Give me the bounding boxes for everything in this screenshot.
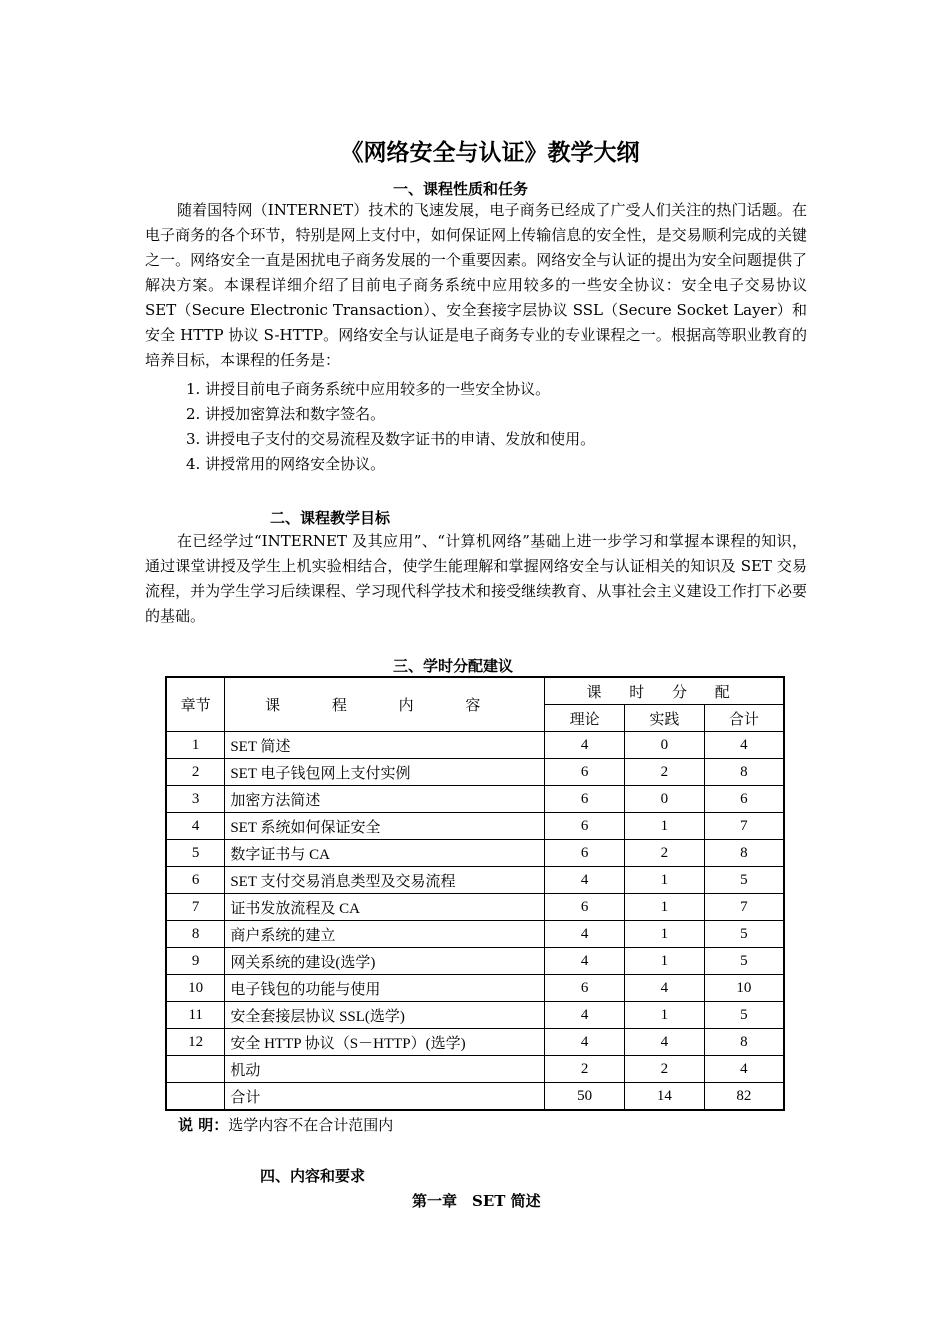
cell-total: 5 <box>704 948 784 975</box>
cell-practice: 4 <box>625 975 705 1002</box>
table-row <box>166 1056 784 1083</box>
cell-total: 7 <box>704 894 784 921</box>
cell-total: 82 <box>704 1083 784 1111</box>
cell-content: 合计 <box>225 1083 545 1111</box>
cell-theory: 6 <box>545 813 625 840</box>
cell-chapter: 1 <box>166 732 225 759</box>
cell-practice: 14 <box>625 1083 705 1111</box>
cell-chapter: 7 <box>166 894 225 921</box>
cell-chapter: 6 <box>166 867 225 894</box>
section4-heading: 四、内容和要求 <box>260 1167 366 1185</box>
cell-theory: 4 <box>545 948 625 975</box>
cell-content: 电子钱包的功能与使用 <box>225 975 545 1002</box>
section2-paragraph: 在已经学过“INTERNET 及其应用”、“计算机网络”基础上进一步学习和掌握本课程的知识，通过课堂讲授及学生上机实验相结合，使学生能理解和掌握网络安全与认证相关的知识及 SET 交易流程，并为学生学习后续课程、学习现代科学技术和接受继续教育、从事社会主义建设工作打下必要的基础。 <box>145 532 807 625</box>
cell-total: 5 <box>704 1002 784 1029</box>
cell-chapter: 8 <box>166 921 225 948</box>
cell-theory: 6 <box>545 786 625 813</box>
cell-content: 安全 HTTP 协议（S－HTTP）(选学) <box>225 1029 545 1056</box>
table-header-row <box>166 677 784 705</box>
cell-total: 10 <box>704 975 784 1002</box>
cell-theory: 4 <box>545 867 625 894</box>
cell-total: 8 <box>704 840 784 867</box>
cell-chapter: 4 <box>166 813 225 840</box>
table-row <box>166 948 784 975</box>
cell-practice: 2 <box>625 759 705 786</box>
cell-content: SET 简述 <box>225 732 545 759</box>
table-row <box>166 732 784 759</box>
cell-theory: 6 <box>545 840 625 867</box>
cell-chapter: 3 <box>166 786 225 813</box>
cell-chapter: 12 <box>166 1029 225 1056</box>
cell-chapter: 9 <box>166 948 225 975</box>
header-content: 课 程 内 容 <box>225 677 545 732</box>
table-row <box>166 1002 784 1029</box>
table-row <box>166 759 784 786</box>
header-hours: 课 时 分 配 <box>545 677 784 705</box>
cell-chapter: 10 <box>166 975 225 1002</box>
section1-item-4: 4. 讲授常用的网络安全协议。 <box>186 455 386 473</box>
cell-practice: 1 <box>625 894 705 921</box>
cell-chapter: 11 <box>166 1002 225 1029</box>
cell-content: 数字证书与 CA <box>225 840 545 867</box>
cell-practice: 1 <box>625 921 705 948</box>
cell-chapter: 5 <box>166 840 225 867</box>
cell-practice: 1 <box>625 867 705 894</box>
header-chapter: 章节 <box>166 677 225 732</box>
section1-heading: 一、课程性质和任务 <box>393 180 529 198</box>
document-title: 《网络安全与认证》教学大纲 <box>340 139 640 166</box>
section1-item-3: 3. 讲授电子支付的交易流程及数字证书的申请、发放和使用。 <box>186 430 596 448</box>
cell-practice: 4 <box>625 1029 705 1056</box>
cell-practice: 2 <box>625 840 705 867</box>
hours-allocation-table <box>165 676 785 1111</box>
cell-content: 证书发放流程及 CA <box>225 894 545 921</box>
table-row <box>166 813 784 840</box>
cell-theory: 6 <box>545 894 625 921</box>
cell-theory: 4 <box>545 921 625 948</box>
cell-practice: 1 <box>625 948 705 975</box>
section1-item-2: 2. 讲授加密算法和数字签名。 <box>186 405 386 423</box>
cell-content: 机动 <box>225 1056 545 1083</box>
cell-content: 安全套接层协议 SSL(选学) <box>225 1002 545 1029</box>
cell-practice: 1 <box>625 1002 705 1029</box>
cell-theory: 4 <box>545 732 625 759</box>
chapter1-heading: 第一章 SET 简述 <box>412 1192 541 1210</box>
section1-paragraph: 随着国特网（INTERNET）技术的飞速发展，电子商务已经成了广受人们关注的热门话题。在电子商务的各个环节，特别是网上支付中，如何保证网上传输信息的安全性，是交易顺利完成的关键之一。网络安全一直是困扰电子商务发展的一个重要因素。网络安全与认证的提出为安全问题提供了解决方案。本课程详细介绍了目前电子商务系统中应用较多的一些安全协议：安全电子交易协议 SET（Secure Electronic Transaction）、安全套接字层协议 SSL（Secure Socket Layer）和安全 HTTP 协议 S-HTTP。网络安全与认证是电子商务专业的专业课程之一。根据高等职业教育的培养目标，本课程的任务是： <box>145 201 807 369</box>
cell-content: 网关系统的建设(选学) <box>225 948 545 975</box>
table-row <box>166 786 784 813</box>
cell-theory: 6 <box>545 759 625 786</box>
cell-theory: 4 <box>545 1029 625 1056</box>
cell-content: SET 支付交易消息类型及交易流程 <box>225 867 545 894</box>
table-row <box>166 921 784 948</box>
cell-total: 4 <box>704 1056 784 1083</box>
cell-chapter <box>166 1083 225 1111</box>
cell-practice: 0 <box>625 732 705 759</box>
cell-practice: 2 <box>625 1056 705 1083</box>
cell-content: 商户系统的建立 <box>225 921 545 948</box>
section1-item-1: 1. 讲授目前电子商务系统中应用较多的一些安全协议。 <box>186 380 551 398</box>
table-note <box>178 1114 393 1135</box>
header-practice: 实践 <box>625 705 705 732</box>
cell-total: 7 <box>704 813 784 840</box>
cell-theory: 2 <box>545 1056 625 1083</box>
table-row <box>166 840 784 867</box>
cell-total: 5 <box>704 867 784 894</box>
cell-chapter: 2 <box>166 759 225 786</box>
table-row <box>166 867 784 894</box>
table-row <box>166 975 784 1002</box>
table-row <box>166 1029 784 1056</box>
header-total: 合计 <box>704 705 784 732</box>
table-row <box>166 1083 784 1111</box>
cell-total: 4 <box>704 732 784 759</box>
section2-heading: 二、课程教学目标 <box>270 509 391 527</box>
cell-total: 5 <box>704 921 784 948</box>
cell-total: 8 <box>704 1029 784 1056</box>
header-theory: 理论 <box>545 705 625 732</box>
cell-total: 8 <box>704 759 784 786</box>
table-row <box>166 894 784 921</box>
cell-content: SET 系统如何保证安全 <box>225 813 545 840</box>
cell-theory: 4 <box>545 1002 625 1029</box>
cell-content: 加密方法简述 <box>225 786 545 813</box>
cell-practice: 1 <box>625 813 705 840</box>
cell-total: 6 <box>704 786 784 813</box>
cell-chapter <box>166 1056 225 1083</box>
note-label: 说 明： <box>178 1116 229 1134</box>
cell-practice: 0 <box>625 786 705 813</box>
cell-theory: 50 <box>545 1083 625 1111</box>
note-text: 选学内容不在合计范围内 <box>228 1116 394 1134</box>
cell-content: SET 电子钱包网上支付实例 <box>225 759 545 786</box>
cell-theory: 6 <box>545 975 625 1002</box>
section3-heading: 三、学时分配建议 <box>393 657 514 675</box>
